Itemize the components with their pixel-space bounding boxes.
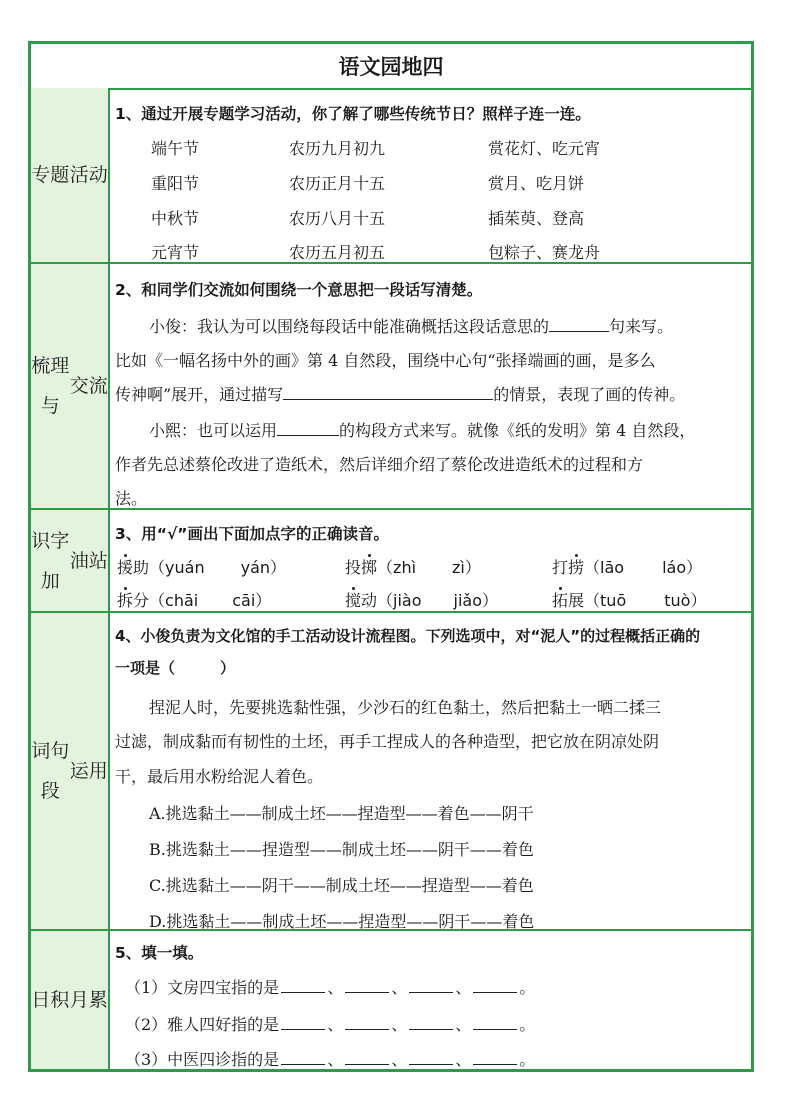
char-text: ） xyxy=(464,558,481,577)
dotted-char: 拆 xyxy=(117,591,134,610)
pinyin-option[interactable]: lāo xyxy=(600,558,625,577)
separator: 、 xyxy=(455,1015,472,1034)
label-line: 梳理与 xyxy=(31,355,70,417)
pinyin-item xyxy=(117,555,286,578)
pinyin-option[interactable]: tuò xyxy=(664,591,691,610)
question-4: 4、小俊负责为文化馆的手工活动设计流程图。下列选项中，对“泥人”的过程概括正确的 xyxy=(115,627,701,645)
pinyin-option[interactable]: zhì xyxy=(393,558,417,577)
paragraph-line: 干，最后用水粉给泥人着色。 xyxy=(115,767,324,786)
section-literacy xyxy=(31,510,751,613)
festival-item[interactable]: 重阳节 xyxy=(151,174,200,193)
question-1: 1、通过开展专题学习活动，你了解了哪些传统节日？照样子连一连。 xyxy=(115,105,591,123)
label-line: 活动 xyxy=(69,164,108,186)
fill-blank[interactable] xyxy=(409,1015,453,1030)
custom-item[interactable]: 赏月、吃月饼 xyxy=(488,174,585,193)
festival-item[interactable]: 端午节 xyxy=(151,139,200,158)
pinyin-item xyxy=(552,588,706,611)
separator: 、 xyxy=(327,1050,344,1069)
char-text: 展（ xyxy=(568,591,601,610)
text-span: 的构段方式来写。就像《纸的发明》第 4 自然段， xyxy=(339,421,696,440)
fill-blank[interactable] xyxy=(281,1050,325,1065)
custom-item[interactable]: 包粽子、赛龙舟 xyxy=(488,243,601,262)
pinyin-option[interactable]: jiǎo xyxy=(453,591,482,610)
fill-blank[interactable] xyxy=(473,1050,517,1065)
section-label xyxy=(31,613,110,929)
separator: 、 xyxy=(391,1050,408,1069)
fill-blank[interactable] xyxy=(473,978,517,993)
dotted-char: 掷 xyxy=(361,558,378,577)
fill-line xyxy=(125,1012,535,1035)
section-sentence-usage xyxy=(31,613,751,931)
separator: 、 xyxy=(455,1050,472,1069)
period: 。 xyxy=(519,1015,536,1034)
char-text: 分（ xyxy=(133,591,166,610)
fill-blank[interactable] xyxy=(473,1015,517,1030)
question-3: 3、用“√”画出下面加点字的正确读音。 xyxy=(115,525,389,543)
section-organize-exchange xyxy=(31,264,751,510)
paragraph-line: 作者先总述蔡伦改进了造纸术，然后详细介绍了蔡伦改进造纸术的过程和方 xyxy=(115,455,644,474)
label-line: 交流 xyxy=(69,375,108,397)
custom-item[interactable]: 插茱萸、登高 xyxy=(488,209,585,228)
pinyin-item xyxy=(552,555,702,578)
choice-option-b[interactable]: B.挑选黏土——捏造型——制成土坯——阴干——着色 xyxy=(149,840,534,859)
fill-blank[interactable] xyxy=(409,1050,453,1065)
paragraph-line: 过滤，制成黏而有韧性的土坯，再手工捏成人的各种造型，把它放在阴凉处阴 xyxy=(115,732,660,751)
fill-blank[interactable] xyxy=(345,1015,389,1030)
text-span: 小俊：我认为可以围绕每段话中能准确概括这段话意思的 xyxy=(149,317,550,336)
text-span: 传神啊”展开，通过描写 xyxy=(115,385,284,404)
section-label xyxy=(31,510,110,611)
separator: 、 xyxy=(455,978,472,997)
paragraph-line xyxy=(115,382,745,405)
choice-option-d[interactable]: D.挑选黏土——制成土坯——捏造型——阴干——着色 xyxy=(149,912,535,931)
question-4-line2[interactable]: 一项是（ ） xyxy=(115,659,236,677)
paragraph-line xyxy=(149,418,745,441)
fill-blank[interactable] xyxy=(283,383,493,400)
pinyin-item xyxy=(345,588,498,611)
paragraph-line xyxy=(149,314,745,337)
page-title: 语文园地四 xyxy=(31,44,751,90)
paragraph-line: 法。 xyxy=(115,489,148,508)
dotted-char: 捞 xyxy=(568,558,585,577)
worksheet xyxy=(28,41,754,1072)
section-label xyxy=(31,88,110,262)
pinyin-item xyxy=(345,555,481,578)
char-text: ） xyxy=(482,591,499,610)
fill-blank[interactable] xyxy=(281,1015,325,1030)
date-item[interactable]: 农历九月初九 xyxy=(289,139,386,158)
fill-blank[interactable] xyxy=(281,978,325,993)
fill-blank[interactable] xyxy=(549,315,609,332)
section-label xyxy=(31,931,110,1069)
separator: 、 xyxy=(327,978,344,997)
festival-item[interactable]: 中秋节 xyxy=(151,209,200,228)
text-span: 句来写。 xyxy=(609,317,674,336)
char-text: （ xyxy=(377,558,394,577)
separator: 、 xyxy=(391,978,408,997)
char-text: 助（ xyxy=(133,558,166,577)
separator: 、 xyxy=(327,1015,344,1034)
fill-blank[interactable] xyxy=(345,978,389,993)
label-line: 日积 xyxy=(31,989,70,1011)
pinyin-option[interactable]: zì xyxy=(452,558,465,577)
pinyin-item xyxy=(117,588,271,611)
fill-blank[interactable] xyxy=(409,978,453,993)
text-span: 小熙：也可以运用 xyxy=(149,421,278,440)
pinyin-option[interactable]: tuō xyxy=(600,591,627,610)
section-label xyxy=(31,264,110,508)
char-text: ） xyxy=(255,591,272,610)
label-line: 运用 xyxy=(69,760,108,782)
pinyin-option[interactable]: láo xyxy=(662,558,687,577)
custom-item[interactable]: 赏花灯、吃元宵 xyxy=(488,139,601,158)
fill-blank[interactable] xyxy=(345,1050,389,1065)
label-line: 月累 xyxy=(69,989,108,1011)
dotted-char: 搅 xyxy=(345,591,362,610)
char-text: 投 xyxy=(345,558,362,577)
choice-option-c[interactable]: C.挑选黏土——阴干——制成土坯——捏造型——着色 xyxy=(149,876,534,895)
date-item[interactable]: 农历五月初五 xyxy=(289,243,386,262)
char-text: ） xyxy=(270,558,287,577)
date-item[interactable]: 农历正月十五 xyxy=(289,174,386,193)
pinyin-option[interactable]: jiào xyxy=(393,591,422,610)
fill-prefix: （3）中医四诊指的是 xyxy=(125,1050,280,1069)
char-text: 打 xyxy=(552,558,569,577)
separator: 、 xyxy=(391,1015,408,1034)
char-text: ） xyxy=(690,591,707,610)
label-line: 词句段 xyxy=(31,740,70,802)
char-text: 动（ xyxy=(361,591,394,610)
label-line: 专题 xyxy=(31,164,70,186)
date-item[interactable]: 农历八月十五 xyxy=(289,209,386,228)
char-text: （ xyxy=(584,558,601,577)
pinyin-option[interactable]: yán xyxy=(240,558,271,577)
dotted-char: 拓 xyxy=(552,591,569,610)
dotted-char: 援 xyxy=(117,558,134,577)
pinyin-option[interactable]: yuán xyxy=(165,558,205,577)
pinyin-option[interactable]: chāi xyxy=(165,591,199,610)
period: 。 xyxy=(519,978,536,997)
char-text: ） xyxy=(686,558,703,577)
label-line: 油站 xyxy=(69,549,108,572)
section-special-activity xyxy=(31,88,751,264)
question-2: 2、和同学们交流如何围绕一个意思把一段话写清楚。 xyxy=(115,281,483,299)
paragraph-line: 比如《一幅名扬中外的画》第 4 自然段，围绕中心句“张择端画的画，是多么 xyxy=(115,351,656,370)
label-line: 识字加 xyxy=(31,529,70,592)
pinyin-option[interactable]: cāi xyxy=(232,591,256,610)
paragraph-line: 捏泥人时，先要挑选黏性强，少沙石的红色黏土，然后把黏土一晒二揉三 xyxy=(149,698,662,717)
text-span: 的情景，表现了画的传神。 xyxy=(493,385,686,404)
question-5: 5、填一填。 xyxy=(115,944,204,962)
fill-line xyxy=(125,1047,535,1070)
fill-line xyxy=(125,975,535,998)
fill-prefix: （1）文房四宝指的是 xyxy=(125,978,280,997)
fill-blank[interactable] xyxy=(277,419,339,436)
festival-item[interactable]: 元宵节 xyxy=(151,243,200,262)
section-daily-accumulation xyxy=(31,931,751,1069)
choice-option-a[interactable]: A.挑选黏土——制成土坯——捏造型——着色——阴干 xyxy=(149,804,534,823)
period: 。 xyxy=(519,1050,536,1069)
fill-prefix: （2）雅人四好指的是 xyxy=(125,1015,280,1034)
